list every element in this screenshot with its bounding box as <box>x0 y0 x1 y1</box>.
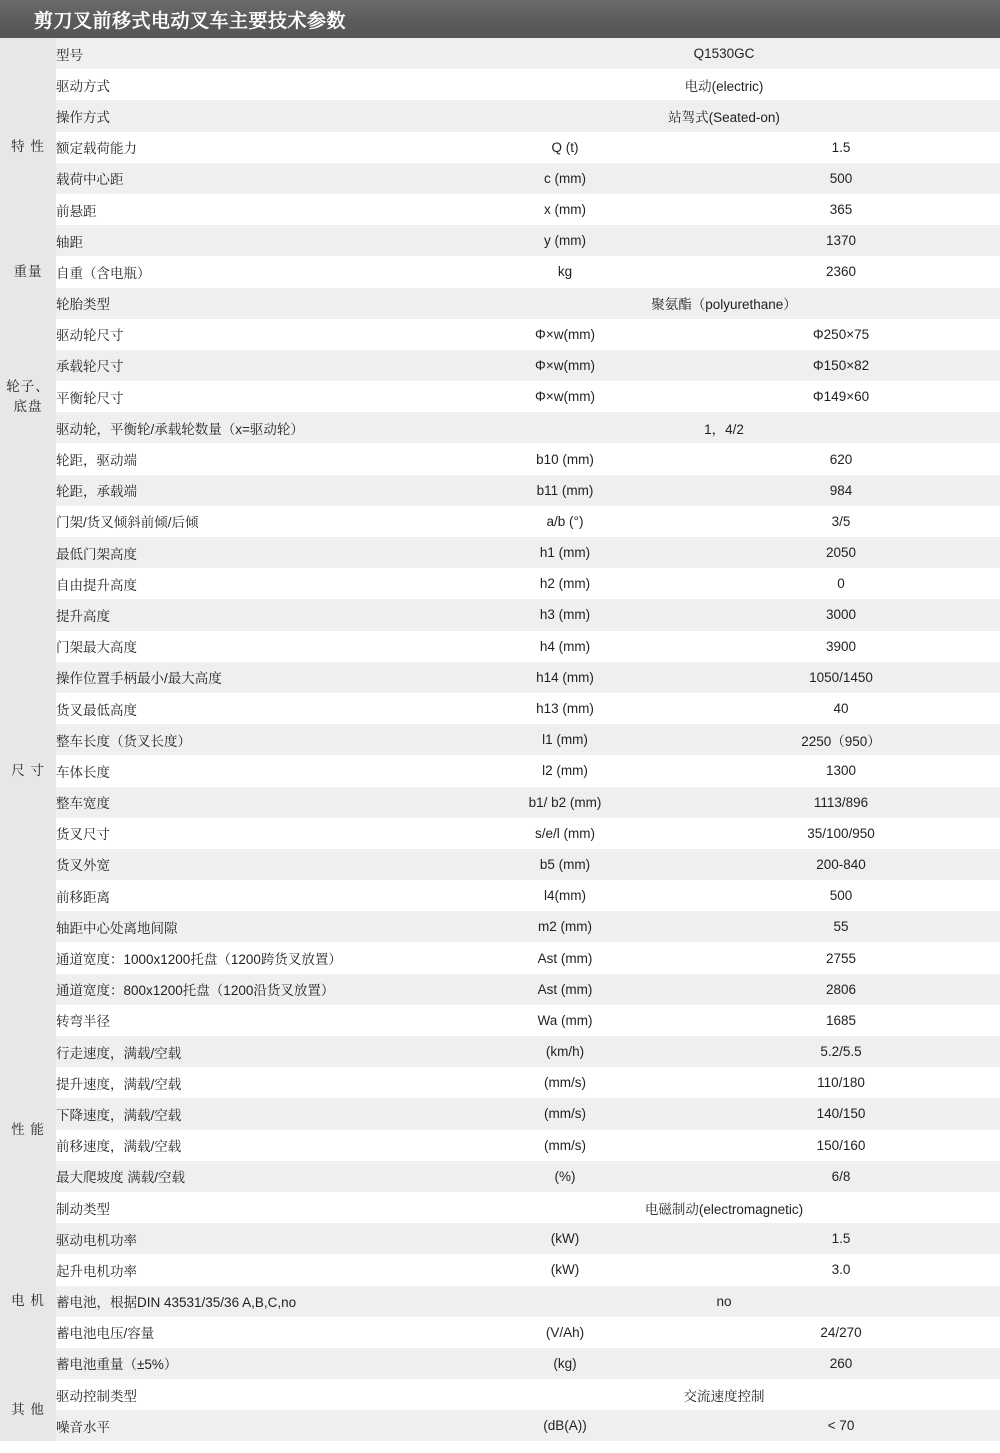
spec-value: 1.5 <box>682 1223 1000 1254</box>
table-row <box>0 631 1000 662</box>
spec-value: 3900 <box>682 631 1000 662</box>
spec-value: 1113/896 <box>682 787 1000 818</box>
spec-value: 2250（950） <box>682 724 1000 755</box>
spec-unit: (mm/s) <box>448 1067 682 1098</box>
table-row <box>0 350 1000 381</box>
table-row <box>0 38 1000 69</box>
spec-label: 轴距 <box>56 225 448 256</box>
spec-value: Φ250×75 <box>682 319 1000 350</box>
spec-value: 365 <box>682 194 1000 225</box>
spec-label: 驱动轮，平衡轮/承载轮数量（x=驱动轮） <box>56 412 448 443</box>
spec-label: 驱动方式 <box>56 69 448 100</box>
spec-label: 提升高度 <box>56 599 448 630</box>
spec-value: 1370 <box>682 225 1000 256</box>
table-row <box>0 568 1000 599</box>
spec-label: 操作方式 <box>56 100 448 131</box>
spec-table <box>0 38 1000 1441</box>
table-row <box>0 911 1000 942</box>
spec-value: 110/180 <box>682 1067 1000 1098</box>
spec-value: 24/270 <box>682 1317 1000 1348</box>
spec-value: 交流速度控制 <box>448 1379 1000 1410</box>
table-row <box>0 475 1000 506</box>
spec-unit: (kg) <box>448 1348 682 1379</box>
spec-label: 蓄电池，根据DIN 43531/35/36 A,B,C,no <box>56 1286 448 1317</box>
spec-value: 1685 <box>682 1005 1000 1036</box>
spec-value: 3.0 <box>682 1254 1000 1285</box>
table-row <box>0 319 1000 350</box>
spec-label: 额定载荷能力 <box>56 132 448 163</box>
table-row <box>0 1410 1000 1441</box>
spec-value: 500 <box>682 163 1000 194</box>
spec-value: Φ150×82 <box>682 350 1000 381</box>
spec-unit: h14 (mm) <box>448 662 682 693</box>
title-bar <box>0 0 1000 38</box>
row-group-label: 性 能 <box>0 1036 56 1223</box>
table-row <box>0 381 1000 412</box>
table-row <box>0 818 1000 849</box>
spec-unit: (V/Ah) <box>448 1317 682 1348</box>
spec-unit: (%) <box>448 1161 682 1192</box>
table-row <box>0 132 1000 163</box>
spec-label: 轮距，驱动端 <box>56 443 448 474</box>
spec-value: 55 <box>682 911 1000 942</box>
spec-label: 通道宽度：800x1200托盘（1200沿货叉放置） <box>56 974 448 1005</box>
table-row <box>0 1317 1000 1348</box>
spec-value: 1，4/2 <box>448 412 1000 443</box>
spec-label: 蓄电池重量（±5%） <box>56 1348 448 1379</box>
spec-value: < 70 <box>682 1410 1000 1441</box>
page-title: 剪刀叉前移式电动叉车主要技术参数 <box>34 10 347 32</box>
spec-label: 蓄电池电压/容量 <box>56 1317 448 1348</box>
spec-value: 0 <box>682 568 1000 599</box>
table-row <box>0 537 1000 568</box>
spec-value: 1050/1450 <box>682 662 1000 693</box>
spec-label: 前移速度，满载/空载 <box>56 1130 448 1161</box>
spec-unit: h3 (mm) <box>448 599 682 630</box>
spec-value: 5.2/5.5 <box>682 1036 1000 1067</box>
spec-label: 行走速度，满载/空载 <box>56 1036 448 1067</box>
spec-label: 最低门架高度 <box>56 537 448 568</box>
spec-label: 货叉尺寸 <box>56 818 448 849</box>
spec-unit: y (mm) <box>448 225 682 256</box>
spec-value: 35/100/950 <box>682 818 1000 849</box>
spec-value: 电动(electric) <box>448 69 1000 100</box>
spec-label: 载荷中心距 <box>56 163 448 194</box>
spec-value: 电磁制动(electromagnetic) <box>448 1192 1000 1223</box>
spec-value: 984 <box>682 475 1000 506</box>
spec-label: 前移距离 <box>56 880 448 911</box>
spec-unit: Φ×w(mm) <box>448 350 682 381</box>
spec-unit: (mm/s) <box>448 1098 682 1129</box>
spec-label: 货叉最低高度 <box>56 693 448 724</box>
spec-label: 型号 <box>56 38 448 69</box>
spec-label: 起升电机功率 <box>56 1254 448 1285</box>
spec-value: 1.5 <box>682 132 1000 163</box>
table-row <box>0 662 1000 693</box>
spec-unit: (kW) <box>448 1254 682 1285</box>
spec-value: 140/150 <box>682 1098 1000 1129</box>
spec-unit: (kW) <box>448 1223 682 1254</box>
spec-value: Q1530GC <box>448 38 1000 69</box>
spec-label: 噪音水平 <box>56 1410 448 1441</box>
spec-value: 3000 <box>682 599 1000 630</box>
spec-label: 平衡轮尺寸 <box>56 381 448 412</box>
spec-unit: Φ×w(mm) <box>448 319 682 350</box>
table-row <box>0 1379 1000 1410</box>
spec-label: 轮距，承载端 <box>56 475 448 506</box>
table-row <box>0 849 1000 880</box>
spec-unit: c (mm) <box>448 163 682 194</box>
table-row <box>0 412 1000 443</box>
table-row <box>0 693 1000 724</box>
spec-label: 驱动电机功率 <box>56 1223 448 1254</box>
row-group-label: 其 他 <box>0 1379 56 1441</box>
spec-value: 500 <box>682 880 1000 911</box>
spec-unit: (mm/s) <box>448 1130 682 1161</box>
spec-table-body <box>0 38 1000 1441</box>
spec-label: 下降速度，满载/空载 <box>56 1098 448 1129</box>
table-row <box>0 724 1000 755</box>
spec-unit: Ast (mm) <box>448 974 682 1005</box>
spec-value: 2360 <box>682 256 1000 287</box>
table-row <box>0 443 1000 474</box>
table-row <box>0 599 1000 630</box>
spec-unit: Ast (mm) <box>448 942 682 973</box>
table-row <box>0 288 1000 319</box>
spec-value: 站驾式(Seated-on) <box>448 100 1000 131</box>
spec-label: 制动类型 <box>56 1192 448 1223</box>
spec-value: 6/8 <box>682 1161 1000 1192</box>
spec-label: 通道宽度：1000x1200托盘（1200跨货叉放置） <box>56 942 448 973</box>
row-group-label: 特 性 <box>0 38 56 256</box>
spec-value: 150/160 <box>682 1130 1000 1161</box>
spec-value: 2050 <box>682 537 1000 568</box>
table-row <box>0 256 1000 287</box>
spec-value: Φ149×60 <box>682 381 1000 412</box>
spec-unit: l4(mm) <box>448 880 682 911</box>
spec-value: 620 <box>682 443 1000 474</box>
spec-value: 聚氨酯（polyurethane） <box>448 288 1000 319</box>
spec-unit: h1 (mm) <box>448 537 682 568</box>
spec-label: 转弯半径 <box>56 1005 448 1036</box>
spec-label: 轴距中心处离地间隙 <box>56 911 448 942</box>
table-row <box>0 1036 1000 1067</box>
spec-unit: Wa (mm) <box>448 1005 682 1036</box>
table-row <box>0 69 1000 100</box>
row-group-label: 重量 <box>0 256 56 287</box>
spec-unit: Q (t) <box>448 132 682 163</box>
spec-value: 40 <box>682 693 1000 724</box>
spec-label: 轮胎类型 <box>56 288 448 319</box>
spec-unit: b5 (mm) <box>448 849 682 880</box>
spec-label: 门架/货叉倾斜前倾/后倾 <box>56 506 448 537</box>
spec-value: 1300 <box>682 755 1000 786</box>
table-row <box>0 506 1000 537</box>
spec-unit: m2 (mm) <box>448 911 682 942</box>
spec-unit: b1/ b2 (mm) <box>448 787 682 818</box>
spec-unit: l1 (mm) <box>448 724 682 755</box>
row-group-label: 电 机 <box>0 1223 56 1379</box>
spec-unit: h2 (mm) <box>448 568 682 599</box>
spec-label: 车体长度 <box>56 755 448 786</box>
spec-unit: h4 (mm) <box>448 631 682 662</box>
spec-value: 3/5 <box>682 506 1000 537</box>
spec-label: 货叉外宽 <box>56 849 448 880</box>
table-row <box>0 974 1000 1005</box>
spec-unit: Φ×w(mm) <box>448 381 682 412</box>
spec-label: 驱动轮尺寸 <box>56 319 448 350</box>
table-row <box>0 1223 1000 1254</box>
table-row <box>0 1348 1000 1379</box>
table-row <box>0 1005 1000 1036</box>
spec-label: 最大爬坡度 满载/空载 <box>56 1161 448 1192</box>
table-row <box>0 100 1000 131</box>
table-row <box>0 163 1000 194</box>
spec-label: 自重（含电瓶） <box>56 256 448 287</box>
table-row <box>0 1161 1000 1192</box>
spec-value: 260 <box>682 1348 1000 1379</box>
spec-unit: kg <box>448 256 682 287</box>
table-row <box>0 942 1000 973</box>
spec-label: 承载轮尺寸 <box>56 350 448 381</box>
spec-unit: h13 (mm) <box>448 693 682 724</box>
table-row <box>0 194 1000 225</box>
spec-value: no <box>448 1286 1000 1317</box>
spec-label: 提升速度，满载/空载 <box>56 1067 448 1098</box>
row-group-label: 尺 寸 <box>0 506 56 1036</box>
table-row <box>0 1192 1000 1223</box>
table-row <box>0 1286 1000 1317</box>
spec-label: 驱动控制类型 <box>56 1379 448 1410</box>
spec-unit: (dB(A)) <box>448 1410 682 1441</box>
spec-label: 整车长度（货叉长度） <box>56 724 448 755</box>
table-row <box>0 787 1000 818</box>
spec-label: 门架最大高度 <box>56 631 448 662</box>
table-row <box>0 1098 1000 1129</box>
table-row <box>0 1130 1000 1161</box>
spec-value: 2806 <box>682 974 1000 1005</box>
spec-label: 前悬距 <box>56 194 448 225</box>
table-row <box>0 1254 1000 1285</box>
table-row <box>0 880 1000 911</box>
spec-label: 操作位置手柄最小/最大高度 <box>56 662 448 693</box>
spec-unit: l2 (mm) <box>448 755 682 786</box>
spec-value: 2755 <box>682 942 1000 973</box>
spec-unit: (km/h) <box>448 1036 682 1067</box>
table-row <box>0 225 1000 256</box>
row-group-label: 轮子、底盘 <box>0 288 56 506</box>
spec-label: 自由提升高度 <box>56 568 448 599</box>
spec-value: 200-840 <box>682 849 1000 880</box>
table-row <box>0 1067 1000 1098</box>
spec-unit: x (mm) <box>448 194 682 225</box>
spec-unit: a/b (°) <box>448 506 682 537</box>
spec-unit: b10 (mm) <box>448 443 682 474</box>
spec-unit: b11 (mm) <box>448 475 682 506</box>
spec-unit: s/e/l (mm) <box>448 818 682 849</box>
table-row <box>0 755 1000 786</box>
spec-label: 整车宽度 <box>56 787 448 818</box>
